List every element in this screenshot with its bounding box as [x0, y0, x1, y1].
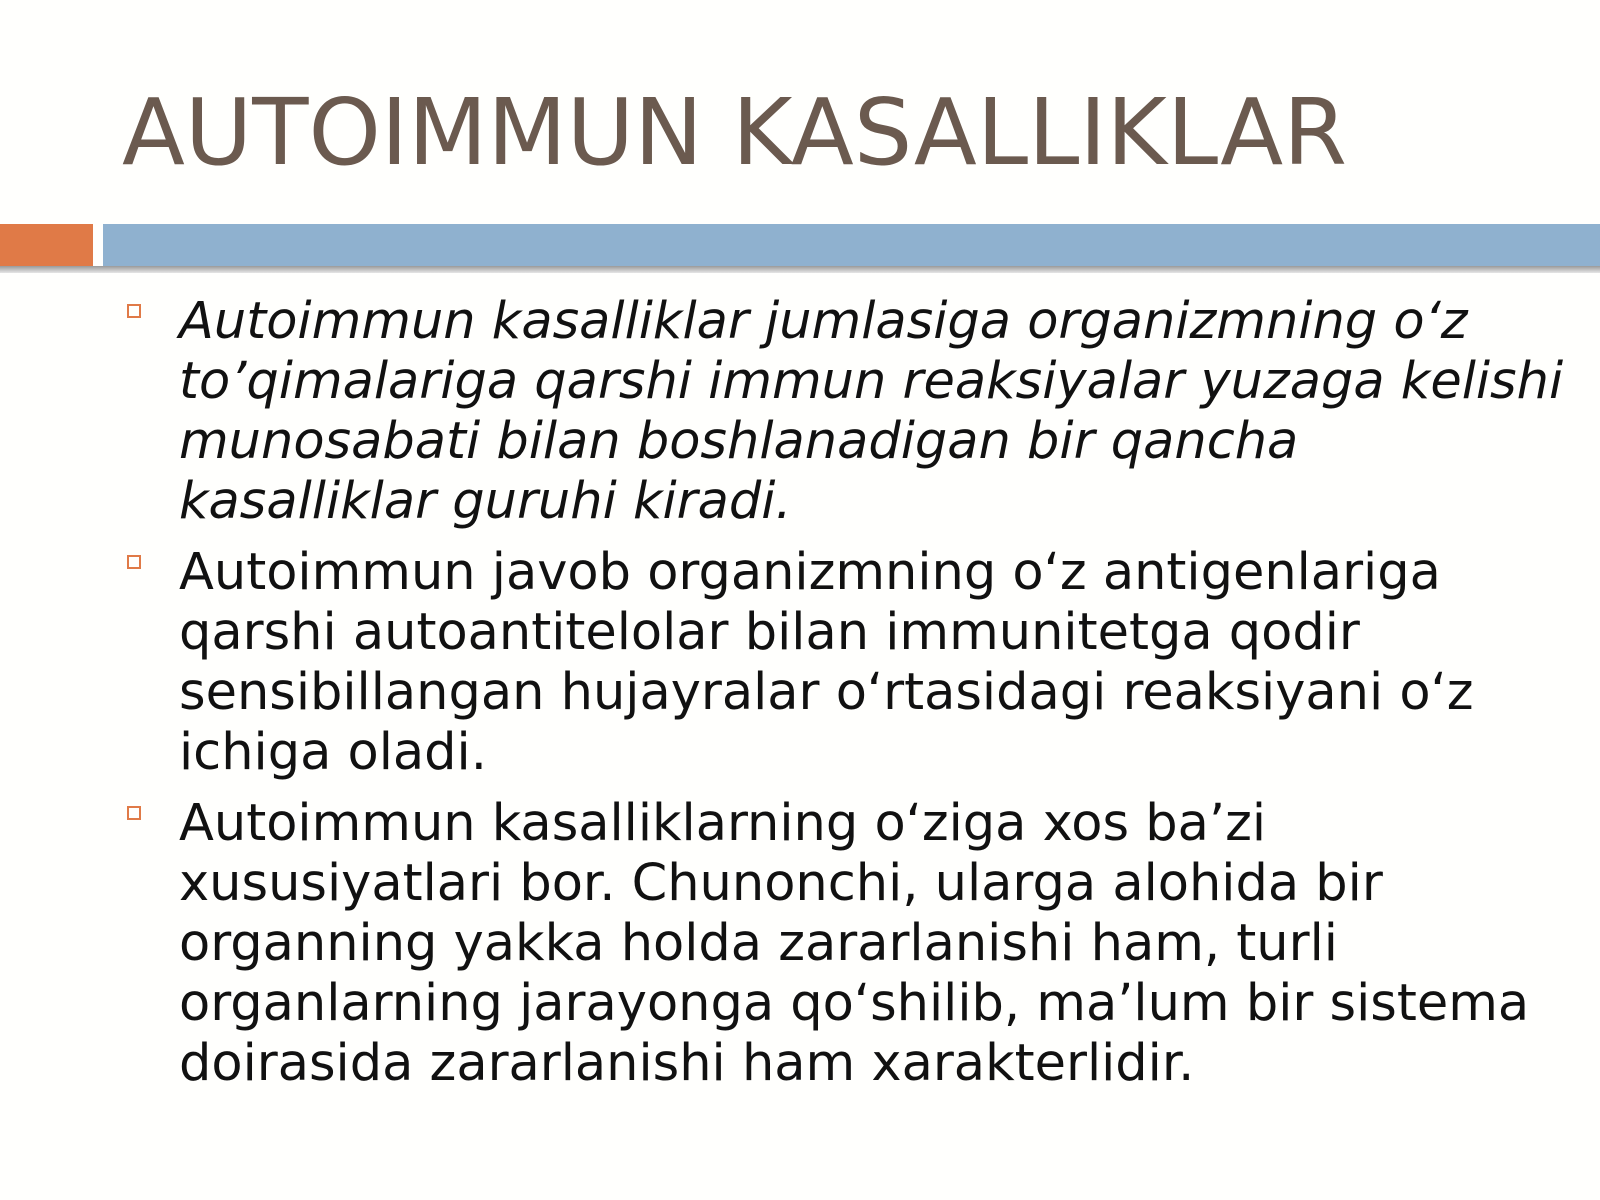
bullet-text: Autoimmun kasalliklar jumlasiga organizmning o‘z to’qimalariga qarshi immun reaksiyalar yuzaga kelishi munosabati bilan boshlanadigan bir qancha kasalliklar guruhi kiradi. [179, 292, 1564, 531]
bullet-item-2 [125, 543, 1565, 783]
square-bullet-icon [127, 806, 141, 820]
bullet-item-3 [125, 794, 1565, 1094]
bullet-text: Autoimmun javob organizmning o‘z antigenlariga qarshi autoantitelolar bilan immunitetga qodir sensibillangan hujayralar o‘rtasidagi reaksiyani o‘z ichiga oladi. [179, 543, 1474, 782]
slide-title: AUTOIMMUN KASALLIKLAR [122, 79, 1348, 186]
square-bullet-icon [127, 555, 141, 569]
bullet-text: Autoimmun kasalliklarning o‘ziga xos ba’zi xususiyatlari bor. Chunonchi, ularga alohida bir organning yakka holda zararlanishi ham, turli organlarning jarayonga qo‘shilib, ma’lum bir sistema doirasida zararlanishi ham xarakterlidir. [179, 794, 1530, 1093]
bullet-item-1 [125, 292, 1565, 532]
bullet-list [125, 292, 1565, 1105]
accent-bar-orange [0, 224, 93, 266]
square-bullet-icon [127, 304, 141, 318]
accent-bar-shadow [0, 266, 1600, 273]
accent-bar-blue [103, 224, 1600, 266]
